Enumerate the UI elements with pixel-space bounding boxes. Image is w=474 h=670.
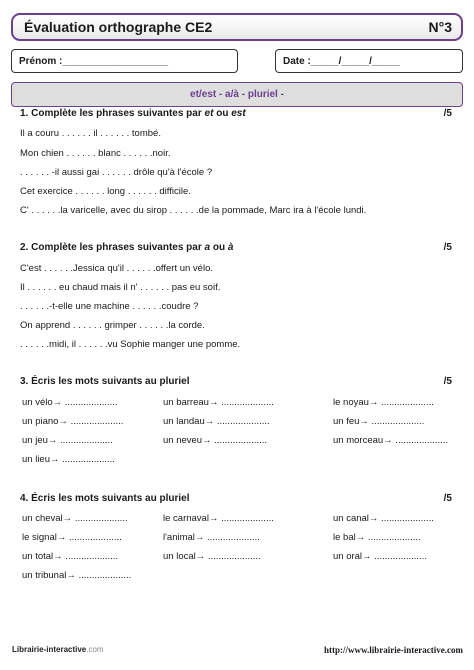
exercise-1-sentence: C' . . . . . .la varicelle, avec du sirop . . . . . .de la pommade, Marc ira à l'école lundi. [20,205,367,216]
exercise-4-item: un local→ .................... [163,551,261,562]
exercise-2 [20,242,452,350]
exercise-3-item: un neveu→ .................... [163,435,268,446]
exercise-4-title: 4. Écris les mots suivants au pluriel /5 [20,493,452,504]
publisher-url[interactable]: http://www.librairie-interactive.com [324,645,463,655]
exercise-4-item: le carnaval→ .................... [163,513,274,524]
evaluation-number: N°3 [428,19,452,35]
exercise-3-item: un landau→ .................... [163,416,270,427]
exercise-3-score: /5 [443,376,452,387]
exercise-3-item: un morceau→ .................... [333,435,449,446]
exercise-1-sentence: . . . . . . -il aussi gai . . . . . . drôle qu'à l'école ? [20,167,213,178]
exercise-3-item: un lieu→ .................... [22,454,115,465]
exercise-1-score: /5 [443,108,452,119]
exercise-2-sentence: . . . . . .-t-elle une machine . . . . . .coudre ? [20,301,199,312]
exercise-1 [20,108,452,216]
exercise-3-item: le noyau→ .................... [333,397,434,408]
title-box [11,13,463,41]
exercise-2-sentence: C'est . . . . . .Jessica qu'il . . . . . .offert un vélo. [20,263,214,274]
exercise-4-item: un cheval→ .................... [22,513,128,524]
exercise-2-sentence: . . . . . .midi, il . . . . . .vu Sophie manger une pomme. [20,339,241,350]
exercise-2-score: /5 [443,242,452,253]
prenom-field[interactable]: Prénom :___________________ [11,49,238,73]
publisher-logo: Librairie-interactive.com [12,645,104,654]
exercise-1-sentence: Il a couru . . . . . . il . . . . . . tombé. [20,128,161,139]
exercise-3 [20,376,452,390]
page-title: Évaluation orthographe CE2 [24,19,213,35]
exercise-4-item: un tribunal→ .................... [22,570,132,581]
exercise-3-title: 3. Écris les mots suivants au pluriel /5 [20,376,452,387]
exercise-1-sentence: Mon chien . . . . . . blanc . . . . . .noir. [20,148,171,159]
exercise-2-sentence: Il . . . . . . eu chaud mais il n' . . . . . . pas eu soif. [20,282,221,293]
exercise-2-sentence: On apprend . . . . . . grimper . . . . . .la corde. [20,320,205,331]
exercise-4-score: /5 [443,493,452,504]
exercise-1-sentence: Cet exercice . . . . . . long . . . . . . difficile. [20,186,191,197]
theme-banner: et/est - a/à - pluriel - [11,82,463,107]
exercise-4-item: un oral→ .................... [333,551,427,562]
date-field[interactable]: Date :_____/_____/_____ [275,49,463,73]
exercise-2-title: 2. Complète les phrases suivantes par a ou à /5 [20,242,452,253]
exercise-4 [20,493,452,507]
exercise-3-item: un feu→ .................... [333,416,425,427]
exercise-1-title: 1. Complète les phrases suivantes par et ou est /5 [20,108,452,119]
exercise-4-item: le bal→ .................... [333,532,421,543]
exercise-4-item: un canal→ .................... [333,513,434,524]
exercise-4-item: l'animal→ .................... [163,532,260,543]
exercise-4-item: un total→ .................... [22,551,119,562]
exercise-3-item: un vélo→ .................... [22,397,118,408]
exercise-3-item: un jeu→ .................... [22,435,113,446]
exercise-3-item: un piano→ .................... [22,416,124,427]
exercise-4-item: le signal→ .................... [22,532,122,543]
exercise-3-item: un barreau→ .................... [163,397,274,408]
